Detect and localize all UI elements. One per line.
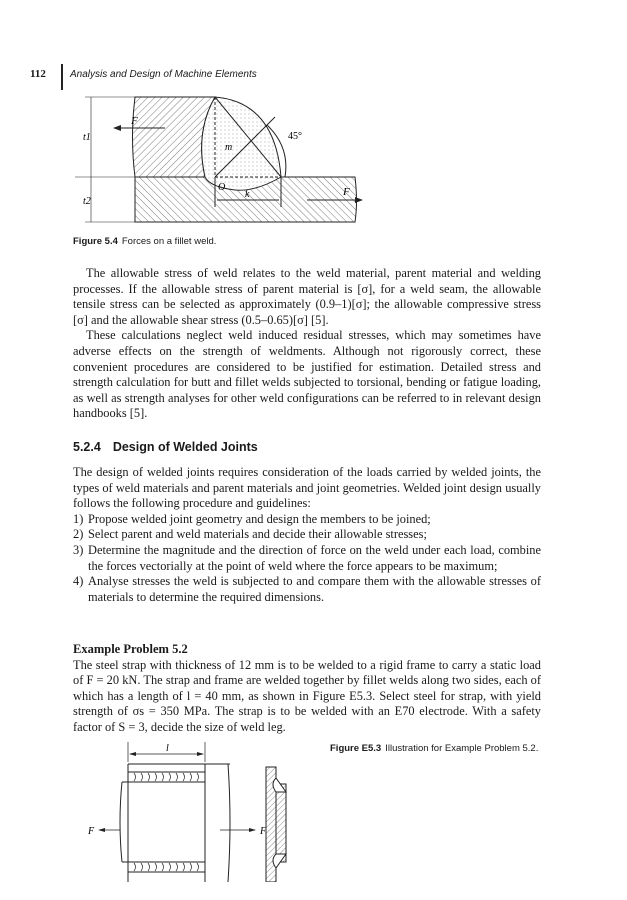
figure-label: Figure 5.4 <box>73 236 118 247</box>
procedure-list <box>73 512 541 606</box>
angle-label: 45° <box>288 131 302 142</box>
figure-5-4-caption <box>73 236 216 247</box>
section-title: Design of Welded Joints <box>112 440 258 454</box>
list-item <box>73 543 541 574</box>
section-intro: The design of welded joints requires consideration of the loads carried by welded joints, the types of weld materials and parent materials and joint geometries. Welded joint design usually follows the following procedure and guidelines: <box>73 465 541 511</box>
force-label-left: F <box>131 115 138 127</box>
figure-e5-3-caption <box>330 743 538 754</box>
caption-text: Illustration for Example Problem 5.2. <box>385 743 539 754</box>
caption-text: Forces on a fillet weld. <box>121 236 217 247</box>
example-text: The steel strap with thickness of 12 mm is to be welded to a rigid frame to carry a static load of F = 20 kN. The strap and frame are welded together by fillet welds along two sides, each of which has a length of l = 40 mm, as shown in Figure E5.3. Select steel for strap, with yield strength of σs = 350 MPa. The strap is to be welded with an E70 electrode. With a safety factor of S = 3, decide the size of weld leg. <box>73 657 541 734</box>
m-label: m <box>225 142 233 153</box>
list-text: Determine the magnitude and the direction of force on the weld under each load, combine the forces vectorially at the point of weld where the force appears to be maximum; <box>88 542 541 573</box>
example-problem <box>73 642 541 736</box>
figure-label: Figure E5.3 <box>330 743 382 754</box>
figure-5-4-fillet-weld-diagram <box>75 92 365 227</box>
section-body <box>73 465 541 605</box>
figure-e5-3-strap-diagram <box>80 742 320 882</box>
section-number: 5.2.4 <box>73 440 101 454</box>
list-number: 4) <box>73 574 84 589</box>
section-heading <box>73 440 270 454</box>
running-title: Analysis and Design of Machine Elements <box>70 69 257 80</box>
list-number: 2) <box>73 527 84 542</box>
list-item <box>73 527 541 543</box>
list-item <box>73 512 541 528</box>
header-divider <box>61 64 63 90</box>
list-text: Analyse stresses the weld is subjected to and compare them with the allowable stresses of materials to determine the required dimensions. <box>88 574 541 604</box>
t1-label: t1 <box>83 132 91 143</box>
list-text: Propose welded joint geometry and design the members to be joined; <box>88 511 431 526</box>
list-item <box>73 574 541 605</box>
force-label-left: F <box>88 826 95 837</box>
force-label-right: F <box>343 186 350 198</box>
paragraph: The allowable stress of weld relates to the weld material, parent material and welding processes. If the allowable stress of parent material is [σ], for a weld seam, the allowable tensile stress can be selected as approximately (0.9–1)[σ]; the allowable compressive stress [σ] and the allowable shear stress (0.5–0.65)[σ] [5]. <box>73 266 541 327</box>
force-label-right: F <box>260 826 267 837</box>
length-label: l <box>166 743 169 754</box>
list-text: Select parent and weld materials and decide their allowable stresses; <box>88 527 427 542</box>
origin-label: O <box>218 182 226 193</box>
list-number: 3) <box>73 542 84 557</box>
example-title: Example Problem 5.2 <box>73 642 188 656</box>
paragraph: These calculations neglect weld induced residual stresses, which may sometimes have adverse effects on the strength of weldments. Although not rigorously correct, these convenient procedures are considered to be justified for estimation. Detailed stress and strength calculation for butt and fillet welds subjected to torsional, bending or fatigue loading, as well as strength analyses for other weld configurations can be referred to in relevant design handbooks [5]. <box>73 328 541 421</box>
t2-label: t2 <box>83 196 91 207</box>
list-number: 1) <box>73 511 84 526</box>
body-paragraphs <box>73 266 541 422</box>
page-number: 112 <box>30 68 46 80</box>
k-label: k <box>245 189 250 200</box>
